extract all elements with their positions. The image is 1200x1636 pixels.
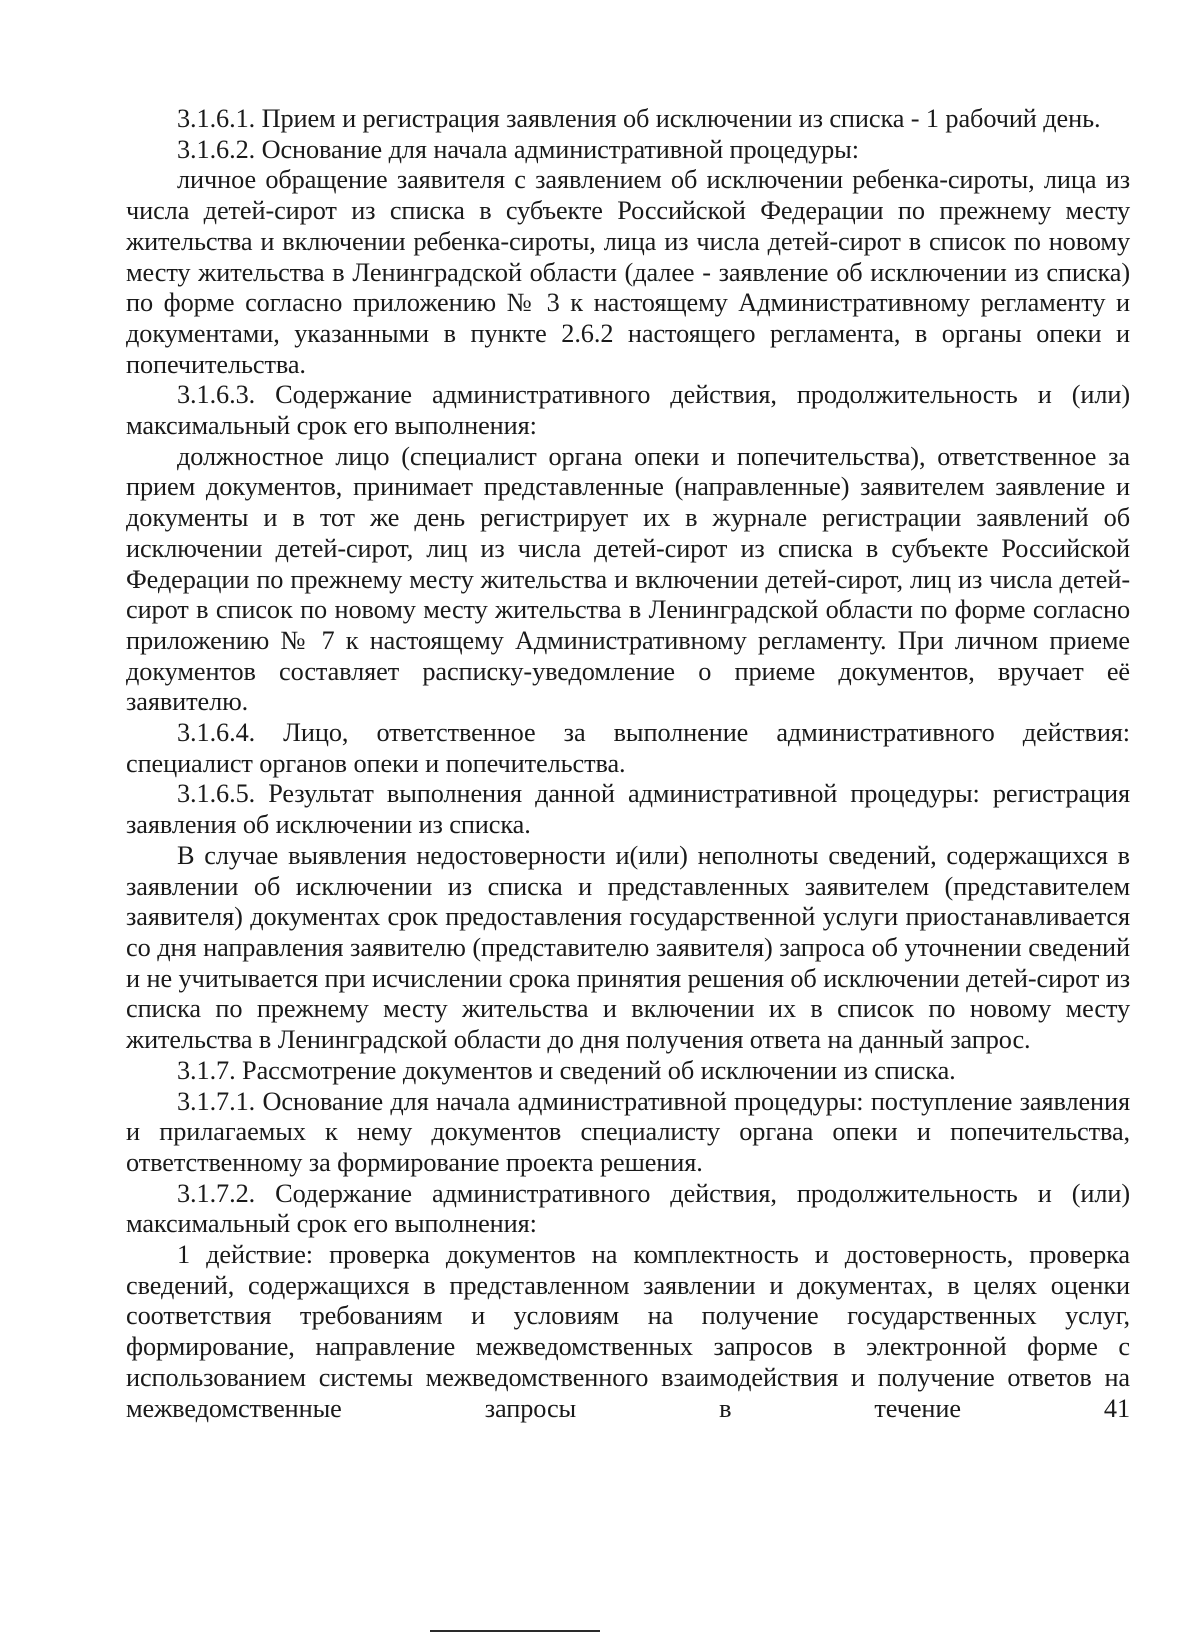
- paragraph-unreliable-info: В случае выявления недостоверности и(или) неполноты сведений, содержащихся в заявлении об исключении из списка и представленных заявителем (представителем заявителя) документах срок предоставления государственной услуги приостанавливается со дня направления заявителю (представителю заявителя) запроса об уточнении сведений и не учитывается при исчислении срока принятия решения об исключении детей-сирот из списка по прежнему месту жительства и включении их в список по новому месту жительства в Ленинградской области до дня получения ответа на данный запрос.: [126, 840, 1130, 1055]
- paragraph-3-1-7-1: 3.1.7.1. Основание для начала административной процедуры: поступление заявления и прилагаемых к нему документов специалисту органа опеки и попечительства, ответственному за формирование проекта решения.: [126, 1086, 1130, 1177]
- scan-edge-mark: [430, 1630, 600, 1632]
- paragraph-official-person: должностное лицо (специалист органа опеки и попечительства), ответственное за прием документов, принимает представленные (направленные) заявителем заявление и документы и в тот же день регистрирует их в журнале регистрации заявлений об исключении детей-сирот, лиц из числа детей-сирот из списка в субъекте Российской Федерации по прежнему месту жительства и включении детей-сирот, лиц из числа детей-сирот в список по новому месту жительства в Ленинградской области по форме согласно приложению № 7 к настоящему Административному регламенту. При личном приеме документов составляет расписку-уведомление о приеме документов, вручает её заявителю.: [126, 441, 1130, 717]
- document-body: [126, 104, 1130, 1424]
- paragraph-3-1-6-4: 3.1.6.4. Лицо, ответственное за выполнение административного действия: специалист органов опеки и попечительства.: [126, 718, 1130, 778]
- paragraph-3-1-6-2: 3.1.6.2. Основание для начала административной процедуры:: [177, 134, 859, 164]
- paragraph-3-1-6-3: 3.1.6.3. Содержание административного действия, продолжительность и (или) максимальный срок его выполнения:: [126, 380, 1130, 441]
- paragraph-3-1-6-1: 3.1.6.1. Прием и регистрация заявления об исключении из списка - 1 рабочий день.: [177, 104, 1101, 133]
- paragraph-3-1-7: 3.1.7. Рассмотрение документов и сведений об исключении из списка.: [177, 1055, 956, 1085]
- paragraph-personal-application: личное обращение заявителя с заявлением об исключении ребенка-сироты, лица из числа детей-сирот из списка в субъекте Российской Федерации по прежнему месту жительства и включении ребенка-сироты, лица из числа детей-сирот в список по новому месту жительства в Ленинградской области (далее - заявление об исключении из списка) по форме согласно приложению № 3 к настоящему Административному регламенту и документами, указанными в пункте 2.6.2 настоящего регламента, в органы опеки и попечительства.: [126, 165, 1130, 379]
- paragraph-action-1: 1 действие: проверка документов на комплектность и достоверность, проверка сведений, содержащихся в представленном заявлении и документах, в целях оценки соответствия требованиям и условиям на получение государственных услуг, формирование, направление межведомственных запросов в электронной форме с использованием системы межведомственного взаимодействия и получение ответов на межведомственные запросы в течение 41: [126, 1240, 1130, 1423]
- paragraph-3-1-6-5: 3.1.6.5. Результат выполнения данной административной процедуры: регистрация заявления об исключении из списка.: [126, 779, 1130, 840]
- paragraph-3-1-7-2: 3.1.7.2. Содержание административного действия, продолжительность и (или) максимальный срок его выполнения:: [126, 1178, 1130, 1239]
